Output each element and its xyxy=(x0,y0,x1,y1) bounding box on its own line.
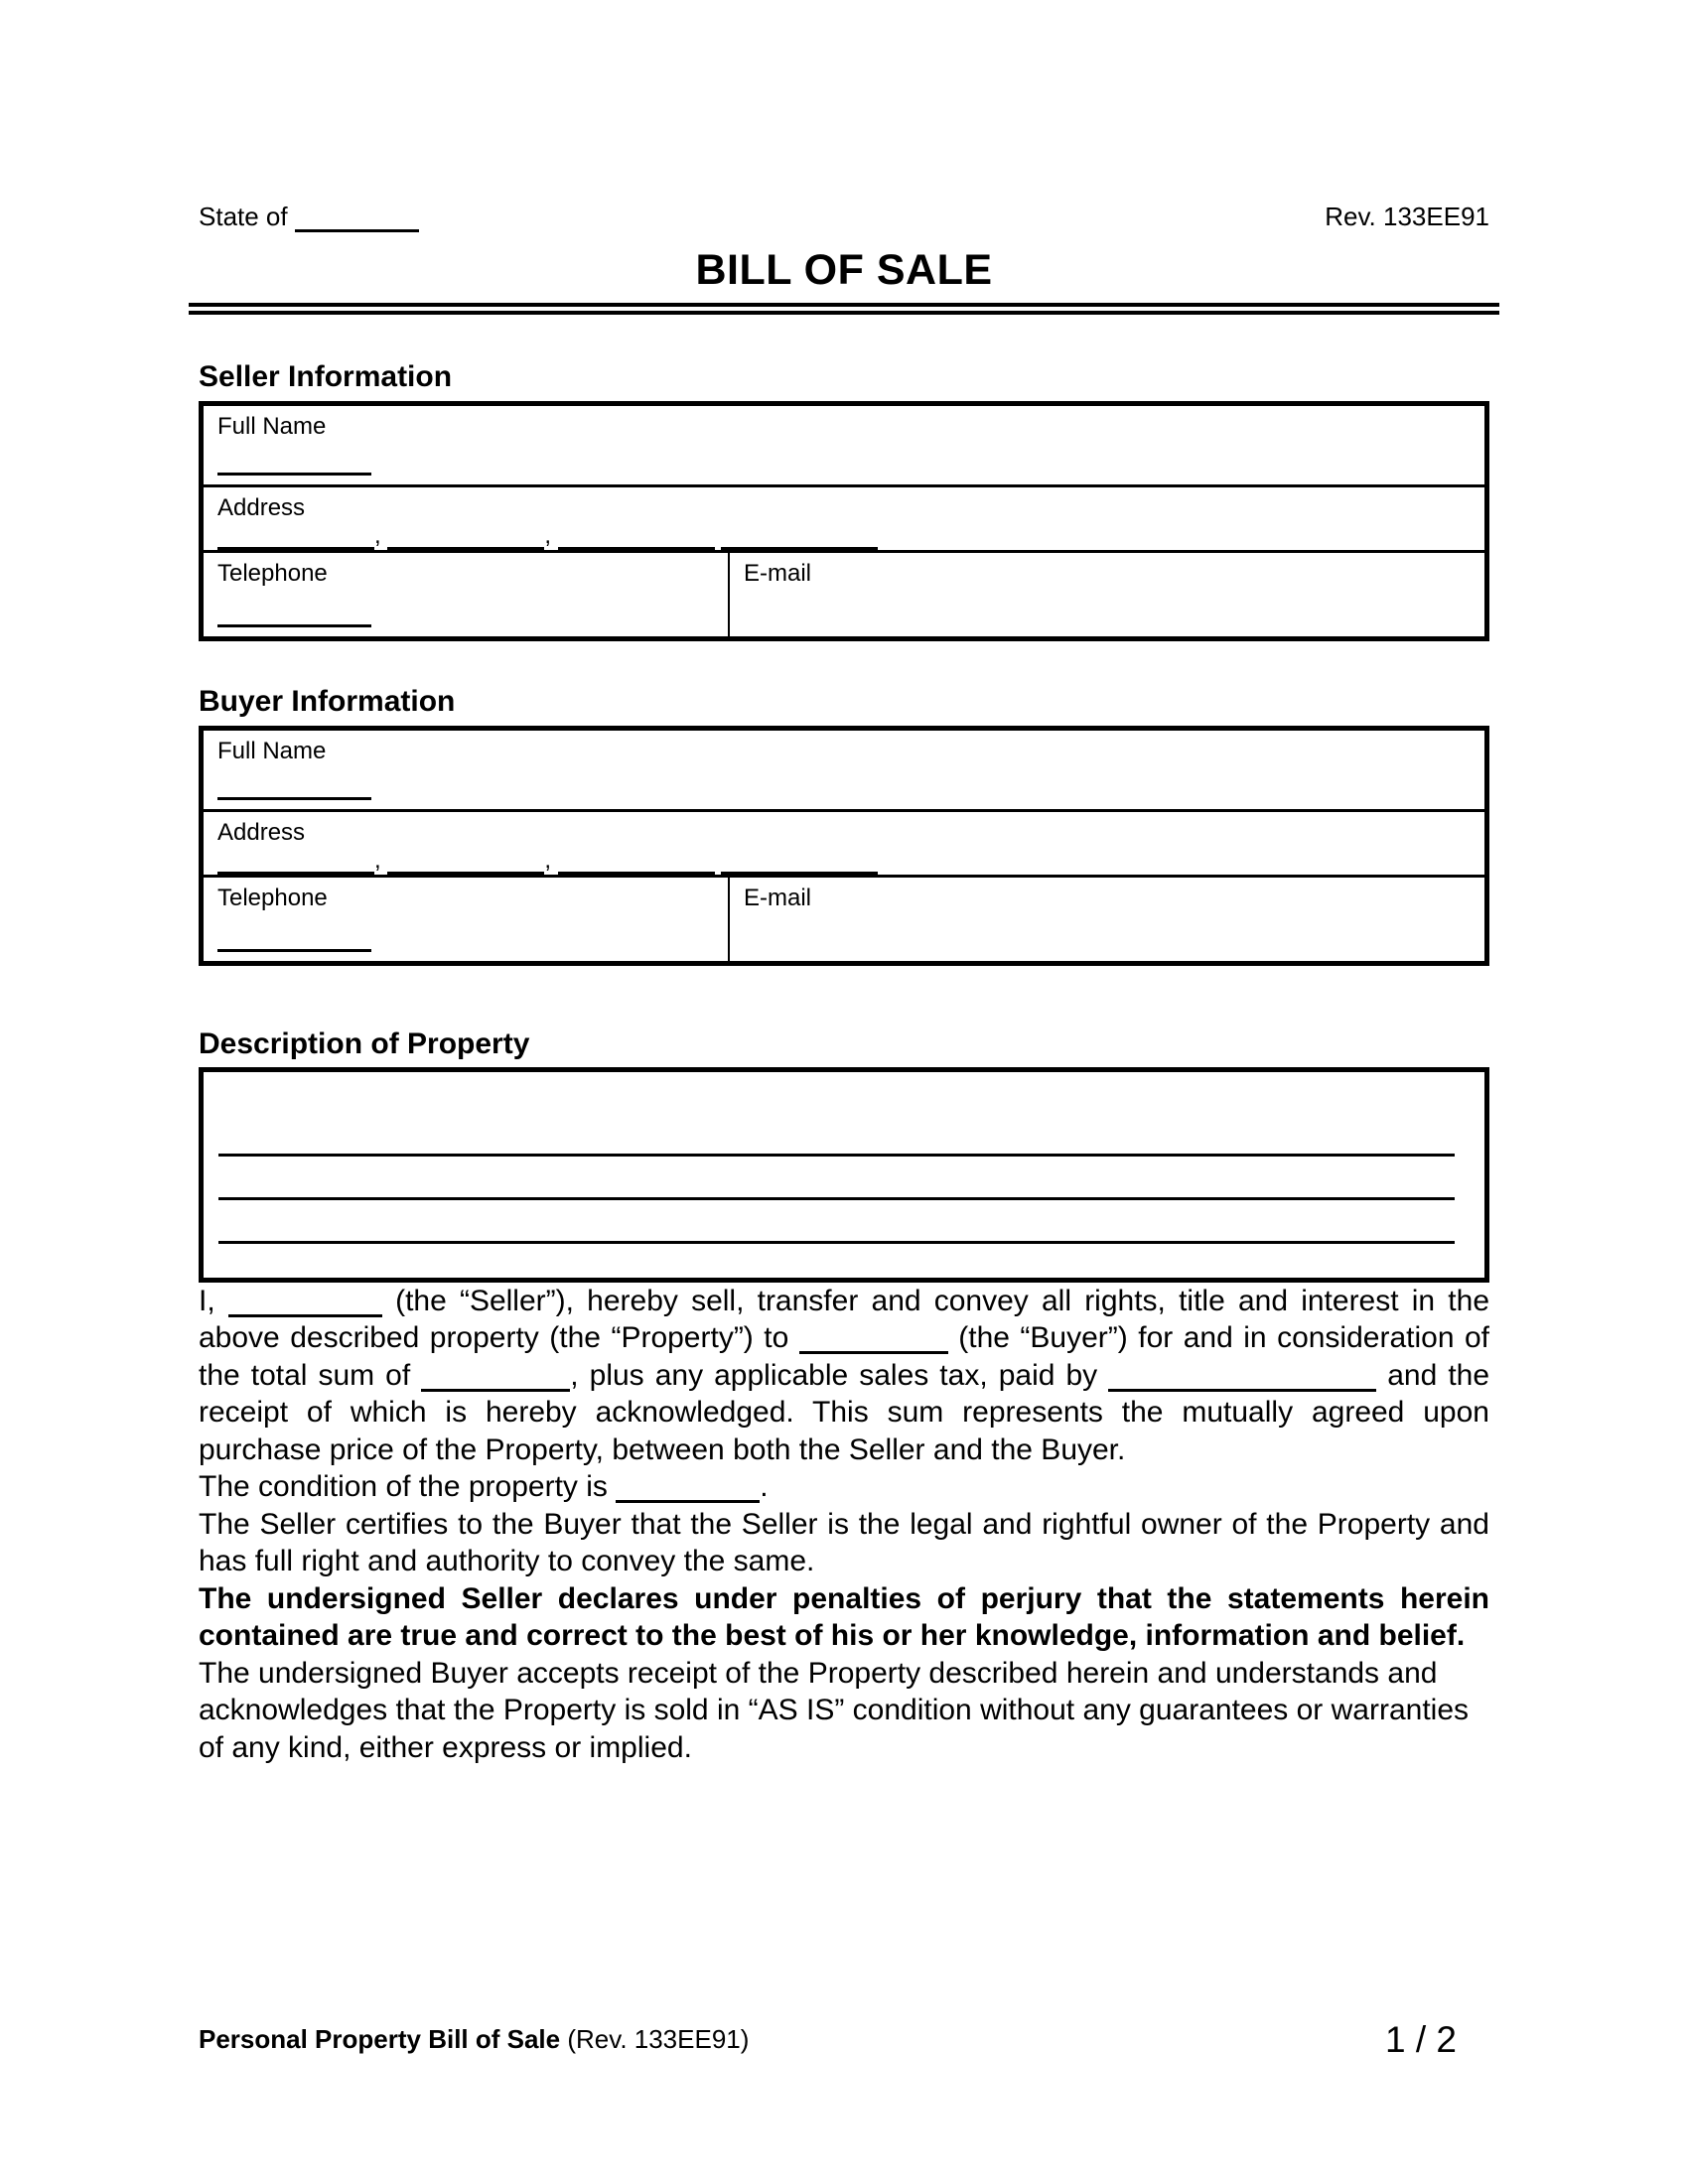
document-header xyxy=(199,201,1489,233)
paid-by-inline-blank[interactable] xyxy=(1108,1365,1376,1392)
buyer-full-name-row xyxy=(204,731,1484,812)
description-write-line-3[interactable] xyxy=(218,1200,1455,1244)
seller-contact-row xyxy=(204,553,1484,636)
buyer-name-inline-blank[interactable] xyxy=(799,1327,948,1354)
seller-telephone-cell xyxy=(204,553,730,636)
page-title: BILL OF SALE xyxy=(695,245,993,294)
seller-email-label: E-mail xyxy=(744,559,812,587)
buyer-contact-row xyxy=(204,878,1484,961)
buyer-full-name-label: Full Name xyxy=(217,737,327,764)
seller-telephone-label: Telephone xyxy=(217,559,328,587)
paragraph-seller-certification: The Seller certifies to the Buyer that the Seller is the legal and rightful owner of the Property and has full right and authority to convey the same. xyxy=(199,1507,1489,1577)
buyer-address-city-blank[interactable] xyxy=(387,853,544,875)
seller-full-name-blank[interactable] xyxy=(217,454,371,476)
description-write-line-2[interactable] xyxy=(218,1157,1455,1200)
page-number-indicator: 1 / 2 xyxy=(1385,2019,1457,2060)
buyer-address-street-blank[interactable] xyxy=(217,853,374,875)
description-section-heading: Description of Property xyxy=(199,1026,530,1060)
description-box xyxy=(199,1067,1489,1283)
paragraph-buyer-acceptance: The undersigned Buyer accepts receipt of the Property described herein and understands and acknowledges that the Property is sold in “AS IS” condition without any guarantees or warranties of any kind, either express or implied. xyxy=(199,1656,1470,1764)
buyer-address-state-blank[interactable] xyxy=(558,853,715,875)
seller-address-zip-blank[interactable] xyxy=(721,528,878,550)
paragraph-sale-declaration: I, (the “Seller”), hereby sell, transfer and convey all rights, title and interest in the above described property (the “Property”) to (the “Buyer”) for and in consideration of the total sum of , plus any applicable sales tax, paid by and the receipt of which is hereby acknowledged. This sum represents the mutually agreed upon purchase price of the Property, between both the Seller and the Buyer. xyxy=(199,1284,1490,1466)
buyer-address-label: Address xyxy=(217,818,306,846)
buyer-email-cell xyxy=(730,878,1484,961)
seller-address-street-blank[interactable] xyxy=(217,528,374,550)
seller-address-state-blank[interactable] xyxy=(558,528,715,550)
buyer-section-heading: Buyer Information xyxy=(199,684,456,718)
state-of-line xyxy=(199,201,419,233)
seller-telephone-blank[interactable] xyxy=(217,606,371,627)
seller-section-heading: Seller Information xyxy=(199,359,453,393)
footer-document-name: Personal Property Bill of Sale (Rev. 133EE91) xyxy=(199,2024,750,2054)
sum-inline-blank[interactable] xyxy=(421,1365,570,1392)
buyer-address-row: Address , , xyxy=(204,812,1484,878)
seller-address-label: Address xyxy=(217,493,306,521)
seller-name-inline-blank[interactable] xyxy=(228,1291,382,1317)
state-blank-field[interactable] xyxy=(295,208,419,232)
buyer-telephone-cell xyxy=(204,878,730,961)
buyer-telephone-label: Telephone xyxy=(217,884,328,911)
buyer-email-label: E-mail xyxy=(744,884,812,911)
seller-email-cell xyxy=(730,553,1484,636)
page-footer xyxy=(199,2019,1489,2060)
paragraph-perjury-declaration: The undersigned Seller declares under penalties of perjury that the statements herein contained are true and correct to the best of his or her knowledge, information and belief. xyxy=(199,1581,1489,1652)
seller-full-name-label: Full Name xyxy=(217,412,327,440)
seller-address-city-blank[interactable] xyxy=(387,528,544,550)
buyer-telephone-blank[interactable] xyxy=(217,930,371,952)
state-of-label: State of xyxy=(199,202,288,231)
revision-label: Rev. 133EE91 xyxy=(1325,202,1489,231)
condition-inline-blank[interactable] xyxy=(616,1476,760,1503)
buyer-full-name-blank[interactable] xyxy=(217,778,371,800)
title-divider xyxy=(189,303,1499,315)
paragraph-condition: The condition of the property is . xyxy=(199,1470,769,1503)
buyer-address-zip-blank[interactable] xyxy=(721,853,878,875)
seller-info-table xyxy=(199,401,1489,641)
seller-address-row: Address , , xyxy=(204,487,1484,553)
seller-full-name-row xyxy=(204,406,1484,487)
description-write-line-1[interactable] xyxy=(218,1072,1455,1157)
buyer-info-table xyxy=(199,726,1489,966)
